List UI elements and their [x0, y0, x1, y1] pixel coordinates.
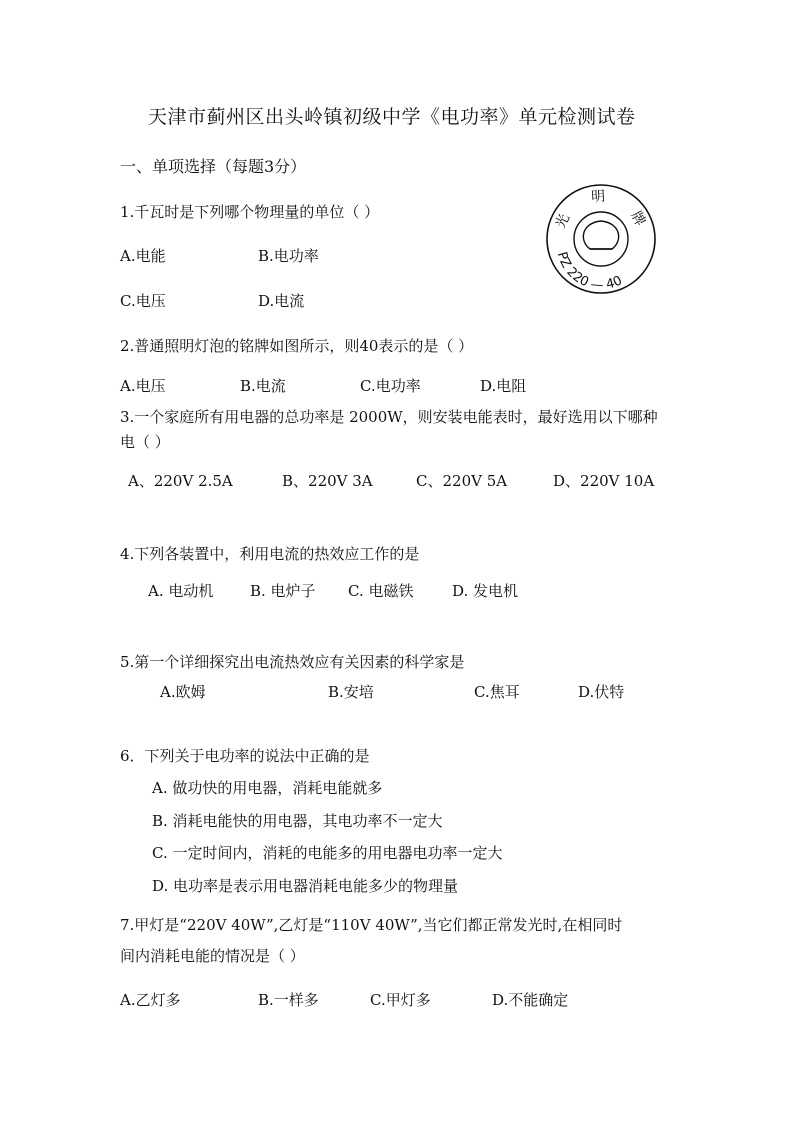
question-6-option-c: C. 一定时间内，消耗的电能多的用电器电功率一定大: [152, 844, 503, 862]
question-5-option-d: D.伏特: [578, 683, 625, 701]
question-5-option-a: A.欧姆: [160, 683, 206, 701]
question-4-option-b: B. 电炉子: [250, 582, 316, 600]
section-heading: 一、单项选择（每题3分）: [120, 157, 307, 176]
question-1-option-b: B.电功率: [258, 247, 319, 265]
question-3-stem-line1: 3.一个家庭所有用电器的总功率是 2000W，则安装电能表时，最好选用以下哪种: [120, 408, 658, 426]
question-5-option-b: B.安培: [328, 683, 374, 701]
bulb-icon: [583, 221, 618, 249]
question-5-stem: 5.第一个详细探究出电流热效应有关因素的科学家是: [120, 653, 465, 671]
question-6-stem: 6．下列关于电功率的说法中正确的是: [120, 747, 370, 765]
question-2-option-a: A.电压: [120, 377, 166, 395]
question-3-option-c: C、220V 5A: [416, 472, 508, 490]
question-1-option-d: D.电流: [258, 292, 305, 310]
question-2-stem: 2.普通照明灯泡的铭牌如图所示，则40表示的是（ ）: [120, 337, 474, 355]
nameplate-char-2: 明: [590, 188, 606, 206]
svg-text:牌: [627, 208, 649, 228]
question-4-option-c: C. 电磁铁: [348, 582, 414, 600]
question-7-option-b: B.一样多: [258, 991, 319, 1009]
question-6-option-a: A. 做功快的用电器，消耗电能就多: [152, 779, 383, 797]
question-4-option-a: A. 电动机: [148, 582, 214, 600]
question-2-option-c: C.电功率: [360, 377, 421, 395]
question-7-option-d: D.不能确定: [492, 991, 569, 1009]
question-2-option-b: B.电流: [240, 377, 286, 395]
question-4-option-d: D. 发电机: [452, 582, 519, 600]
question-1-stem: 1.千瓦时是下列哪个物理量的单位（ ）: [120, 203, 380, 221]
question-7-stem-line2: 间内消耗电能的情况是（ ）: [120, 947, 305, 965]
bulb-nameplate-figure: [545, 183, 657, 295]
nameplate-char-3: 牌: [627, 208, 649, 229]
question-6-option-d: D. 电功率是表示用电器消耗电能多少的物理量: [152, 877, 459, 895]
question-3-option-b: B、220V 3A: [282, 472, 373, 490]
question-4-stem: 4.下列各装置中，利用电流的热效应工作的是: [120, 545, 420, 563]
nameplate-inner-ring: [574, 212, 628, 266]
question-6-option-b: B. 消耗电能快的用电器，其电功率不一定大: [152, 812, 443, 830]
question-7-option-c: C.甲灯多: [370, 991, 431, 1009]
nameplate-rating: PZ 220 — 40: [553, 250, 625, 294]
question-7-option-a: A.乙灯多: [120, 991, 181, 1009]
question-3-option-a: A、220V 2.5A: [128, 472, 233, 490]
nameplate-char-1: 光: [552, 211, 574, 232]
question-3-stem-line2: 电（ ）: [120, 433, 170, 451]
question-2-option-d: D.电阻: [480, 377, 527, 395]
question-5-option-c: C.焦耳: [474, 683, 520, 701]
page-title: 天津市蓟州区出头岭镇初级中学《电功率》单元检测试卷: [148, 106, 636, 128]
question-1-option-a: A.电能: [120, 247, 166, 265]
question-3-option-d: D、220V 10A: [553, 472, 655, 490]
svg-text:明: [591, 189, 606, 206]
question-7-stem-line1: 7.甲灯是“220V 40W”,乙灯是“110V 40W”,当它们都正常发光时,在相同时: [120, 916, 623, 934]
question-1-option-c: C.电压: [120, 292, 166, 310]
svg-text:PZ 220 — 40: [554, 250, 625, 293]
